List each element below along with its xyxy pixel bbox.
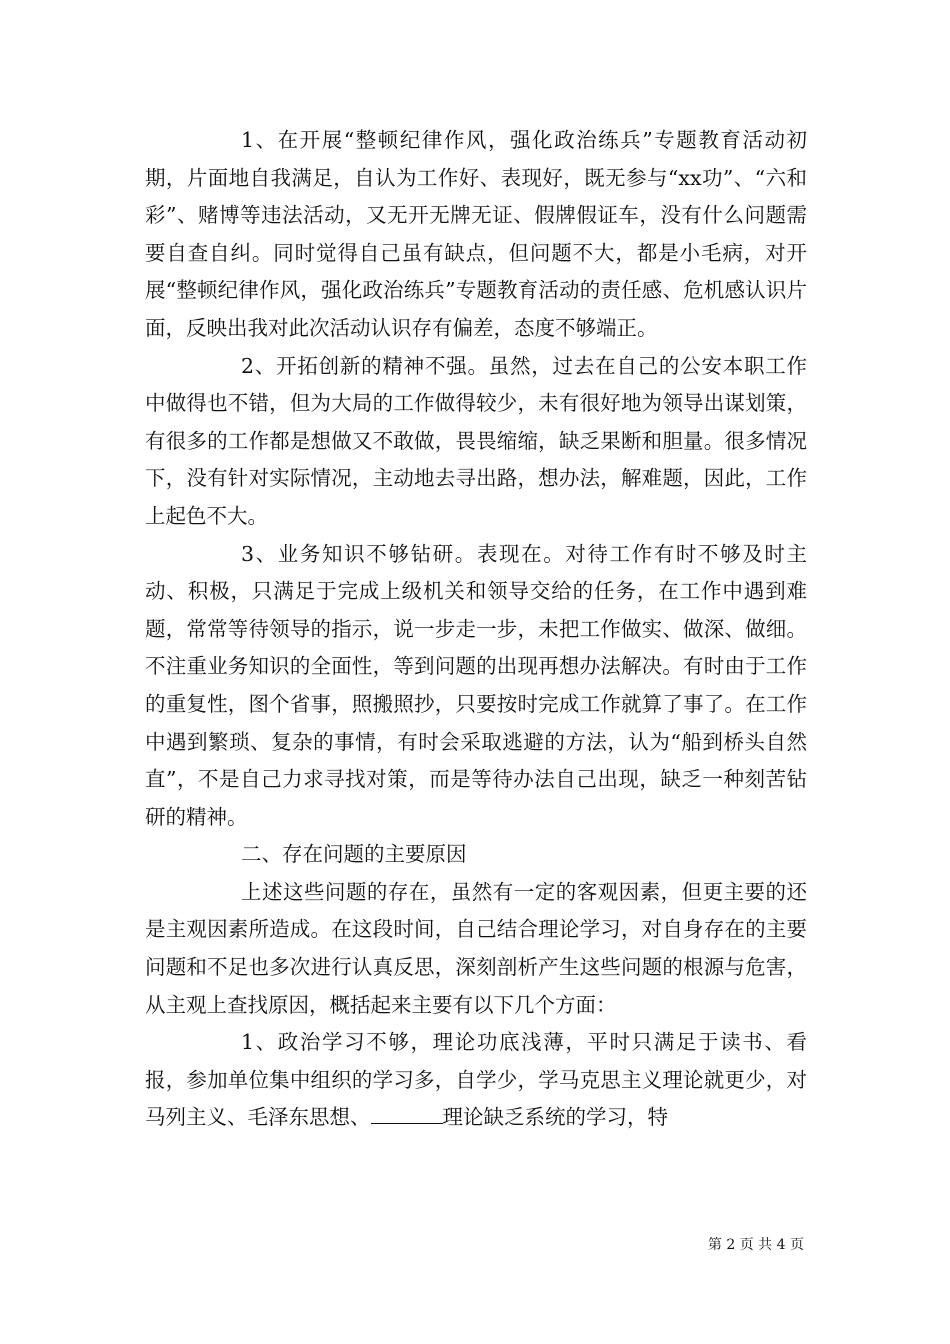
paragraph-reason-1-tail: 理论缺乏系统的学习，特 xyxy=(442,1105,668,1130)
intro-paragraph: 上述这些问题的存在，虽然有一定的客观因素，但更主要的还是主观因素所造成。在这段时间，自己结合理论学习，对自身存在的主要问题和不足也多次进行认真反思，深刻剖析产生这些问题的根源与危害，从主观上查找原因，概括起来主要有以下几个方面： xyxy=(145,879,807,1017)
blank-underline xyxy=(371,1105,443,1124)
document-body xyxy=(145,122,807,1137)
paragraph-reason-1 xyxy=(145,1024,807,1137)
paragraph-reason-1-text: 1、政治学习不够，理论功底浅薄，平时只满足于读书、看报，参加单位集中组织的学习多，自学少，学马克思主义理论就更少，对马列主义、毛泽东思想、 xyxy=(145,1030,807,1130)
section-heading: 二、存在问题的主要原因 xyxy=(241,842,467,867)
page-footer: 第 2 页 共 4 页 xyxy=(707,1237,804,1253)
paragraph-1: 1、在开展“整顿纪律作风，强化政治练兵”专题教育活动初期，片面地自我满足，自认为工作好、表现好，既无参与“xx功”、“六和彩”、赌博等违法活动，又无开无牌无证、假牌假证车，没有什么问题需要自查自纠。同时觉得自己虽有缺点，但问题不大，都是小毛病，对开展“整顿纪律作风，强化政治练兵”专题教育活动的责任感、危机感认识片面，反映出我对此次活动认识存有偏差，态度不够端正。 xyxy=(145,128,807,340)
paragraph-2: 2、开拓创新的精神不强。虽然，过去在自己的公安本职工作中做得也不错，但为大局的工作做得较少，未有很好地为领导出谋划策，有很多的工作都是想做又不敢做，畏畏缩缩，缺乏果断和胆量。很多情况下，没有针对实际情况，主动地去寻出路，想办法，解难题，因此，工作上起色不大。 xyxy=(145,353,807,528)
paragraph-3: 3、业务知识不够钻研。表现在。对待工作有时不够及时主动、积极，只满足于完成上级机关和领导交给的任务，在工作中遇到难题，常常等待领导的指示，说一步走一步，未把工作做实、做深、做细。不注重业务知识的全面性，等到问题的出现再想办法解决。有时由于工作的重复性，图个省事，照搬照抄，只要按时完成工作就算了事了。在工作中遇到繁琐、复杂的事情，有时会采取逃避的方法，认为“船到桥头自然直”，不是自己力求寻找对策，而是等待办法自己出现，缺乏一种刻苦钻研的精神。 xyxy=(145,541,807,829)
